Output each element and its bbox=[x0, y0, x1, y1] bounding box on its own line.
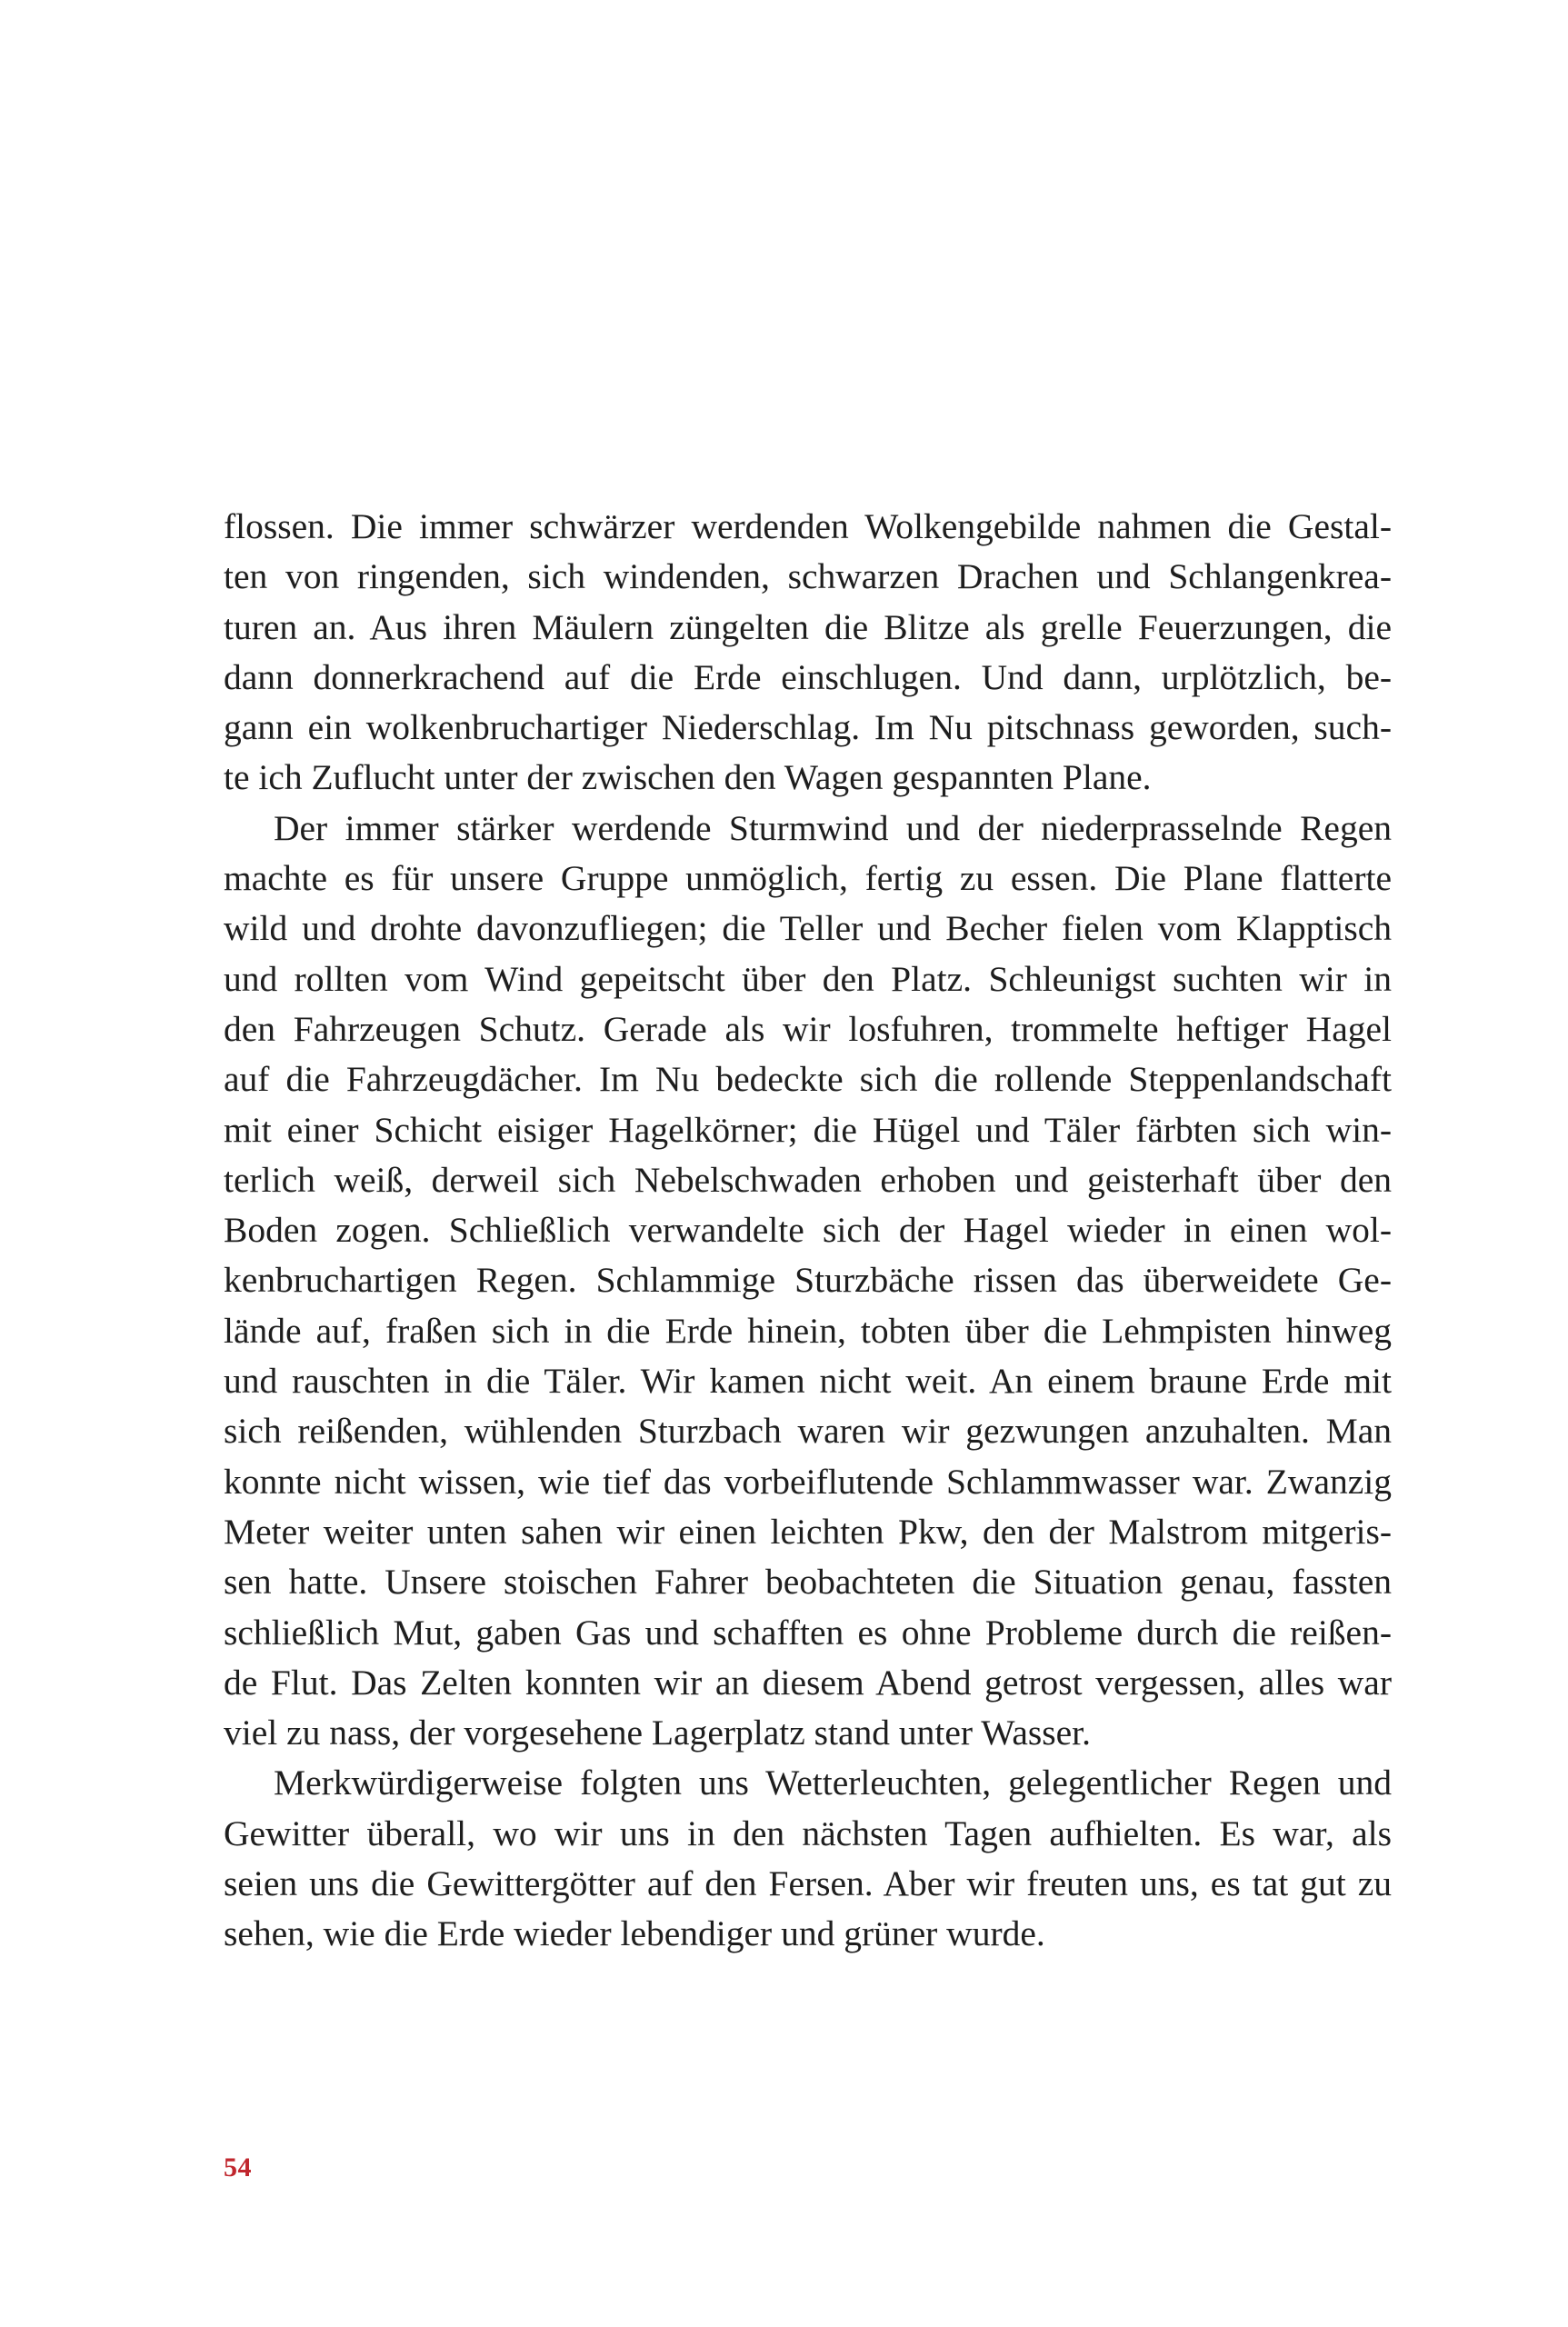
text-line: mit einer Schicht eisiger Hagelkörner; die Hügel und Täler färbten sich win- bbox=[224, 1109, 1392, 1150]
text-line: den Fahrzeugen Schutz. Gerade als wir losfuhren, trommelte heftiger Hagel bbox=[224, 1008, 1392, 1049]
text-line: lände auf, fraßen sich in die Erde hinein, tobten über die Lehmpisten hinweg bbox=[224, 1310, 1392, 1351]
text-line: Gewitter überall, wo wir uns in den nächsten Tagen aufhielten. Es war, als bbox=[224, 1813, 1392, 1853]
paragraph-3 bbox=[224, 1758, 1392, 1959]
text-line: kenbruchartigen Regen. Schlammige Sturzbäche rissen das überweidete Ge- bbox=[224, 1260, 1392, 1301]
text-line: Meter weiter unten sahen wir einen leichten Pkw, den der Malstrom mitgeris- bbox=[224, 1511, 1392, 1552]
text-line: Boden zogen. Schließlich verwandelte sich der Hagel wieder in einen wol- bbox=[224, 1210, 1392, 1251]
text-line: ten von ringenden, sich windenden, schwarzen Drachen und Schlangenkrea- bbox=[224, 556, 1392, 597]
text-line: schließlich Mut, gaben Gas und schafften es ohne Probleme durch die reißen- bbox=[224, 1612, 1392, 1653]
text-line: und rauschten in die Täler. Wir kamen nicht weit. An einem braune Erde mit bbox=[224, 1361, 1392, 1402]
paragraph-2 bbox=[224, 804, 1392, 1759]
text-line: viel zu nass, der vorgesehene Lagerplatz stand unter Wasser. bbox=[224, 1713, 1091, 1753]
text-line: auf die Fahrzeugdächer. Im Nu bedeckte sich die rollende Steppenlandschaft bbox=[224, 1059, 1392, 1100]
text-line: dann donnerkrachend auf die Erde einschlugen. Und dann, urplötzlich, be- bbox=[224, 656, 1392, 697]
text-line: Merkwürdigerweise folgten uns Wetterleuchten, gelegentlicher Regen und bbox=[274, 1763, 1392, 1803]
text-line: te ich Zuflucht unter der zwischen den Wagen gespannten Plane. bbox=[224, 757, 1152, 798]
text-line: turen an. Aus ihren Mäulern züngelten die Blitze als grelle Feuerzungen, die bbox=[224, 606, 1392, 647]
text-line: sich reißenden, wühlenden Sturzbach waren wir gezwungen anzuhalten. Man bbox=[224, 1411, 1392, 1452]
text-line: wild und drohte davonzufliegen; die Teller und Becher fielen vom Klapptisch bbox=[224, 908, 1392, 949]
text-line: Der immer stärker werdende Sturmwind und der niederprasselnde Regen bbox=[274, 807, 1392, 848]
paragraph-1 bbox=[224, 502, 1392, 804]
page-number: 54 bbox=[224, 2152, 252, 2182]
text-line: flossen. Die immer schwärzer werdenden Wolkengebilde nahmen die Gestal- bbox=[224, 506, 1392, 546]
text-line: konnte nicht wissen, wie tief das vorbeiflutende Schlammwasser war. Zwanzig bbox=[224, 1461, 1392, 1502]
text-line: seien uns die Gewittergötter auf den Fersen. Aber wir freuten uns, es tat gut zu bbox=[224, 1863, 1392, 1904]
text-line: sen hatte. Unsere stoischen Fahrer beobachteten die Situation genau, fassten bbox=[224, 1562, 1392, 1603]
text-line: und rollten vom Wind gepeitscht über den Platz. Schleunigst suchten wir in bbox=[224, 958, 1392, 999]
text-line: terlich weiß, derweil sich Nebelschwaden erhoben und geisterhaft über den bbox=[224, 1159, 1392, 1200]
text-line: gann ein wolkenbruchartiger Niederschlag. Im Nu pitschnass geworden, such- bbox=[224, 707, 1392, 748]
text-line: machte es für unsere Gruppe unmöglich, fertig zu essen. Die Plane flatterte bbox=[224, 858, 1392, 899]
body-text bbox=[224, 502, 1392, 1960]
text-line: de Flut. Das Zelten konnten wir an diesem Abend getrost vergessen, alles war bbox=[224, 1662, 1392, 1703]
text-line: sehen, wie die Erde wieder lebendiger und grüner wurde. bbox=[224, 1913, 1045, 1954]
